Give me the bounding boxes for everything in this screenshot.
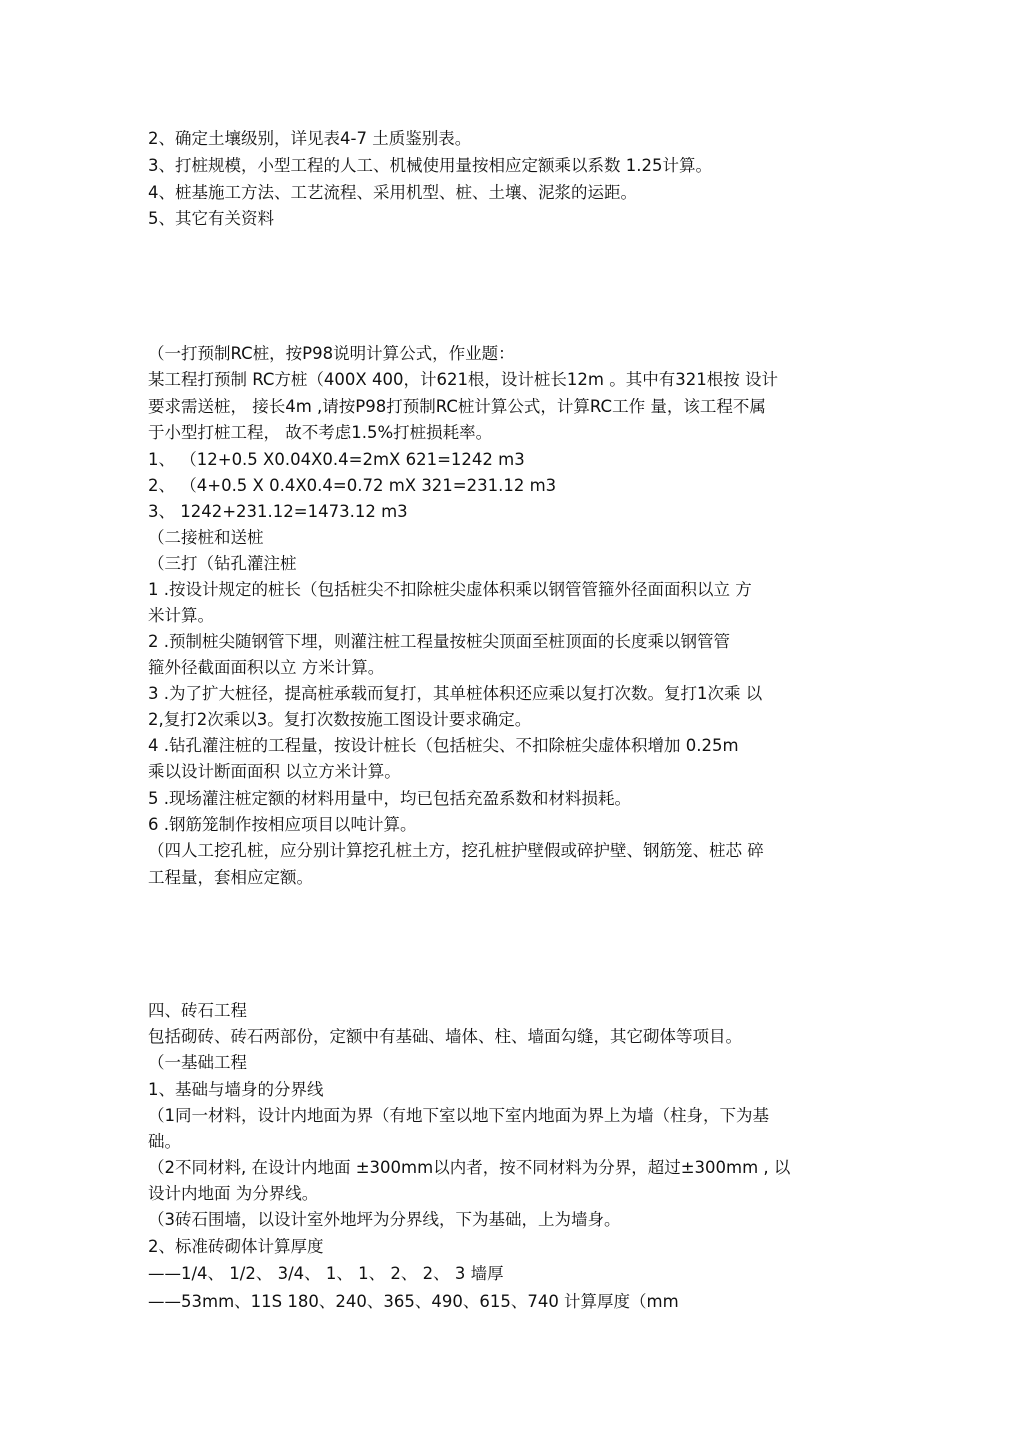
paragraph-line: 础。	[148, 1132, 181, 1151]
calc-line: 3、 1242+231.12=1473.12 m3	[148, 502, 408, 521]
thickness-row: ——53mm、11S 180、240、365、490、615、740 计算厚度（mm	[148, 1292, 679, 1311]
paragraph-line: 包括砌砖、砖石两部份，定额中有基础、墙体、柱、墙面勾缝，其它砌体等项目。	[148, 1027, 742, 1046]
paragraph-line: 某工程打预制 RC方桩（400X 400，计621根，设计桩长12m 。其中有321根按 设计	[148, 370, 778, 389]
rule-line: 乘以设计断面面积 以立方米计算。	[148, 762, 401, 781]
section-title: 四、砖石工程	[148, 1001, 247, 1020]
rule-line: 2,复打2次乘以3。复打次数按施工图设计要求确定。	[148, 710, 532, 729]
rule-line: 5 .现场灌注桩定额的材料用量中，均已包括充盈系数和材料损耗。	[148, 789, 631, 808]
calc-line: 1、 （12+0.5 X0.04X0.4=2mX 621=1242 m3	[148, 450, 525, 469]
paragraph-line: （3砖石围墙，以设计室外地坪为分界线，下为基础，上为墙身。	[148, 1210, 621, 1229]
list-item: 2、确定土壤级别，详见表4-7 土质鉴别表。	[148, 129, 472, 148]
paragraph-line: 工程量，套相应定额。	[148, 868, 313, 887]
list-item: 3、打桩规模，小型工程的人工、机械使用量按相应定额乘以系数 1.25计算。	[148, 156, 712, 175]
rule-line: 米计算。	[148, 606, 214, 625]
subheading: （二接桩和送桩	[148, 528, 264, 547]
list-item: 5、其它有关资料	[148, 209, 274, 228]
rule-line: 3 .为了扩大桩径，提高桩承载而复打，其单桩体积还应乘以复打次数。复打1次乘 以	[148, 684, 763, 703]
rule-line: 4 .钻孔灌注桩的工程量，按设计桩长（包括桩尖、不扣除桩尖虚体积增加 0.25m	[148, 736, 739, 755]
paragraph-line: （1同一材料，设计内地面为界（有地下室以地下室内地面为界上为墙（柱身，下为基	[148, 1106, 769, 1125]
thickness-row: ——1/4、 1/2、 3/4、 1、 1、 2、 2、 3 墙厚	[148, 1264, 504, 1283]
paragraph-line: 要求需送桩， 接长4m ,请按P98打预制RC桩计算公式，计算RC工作 量，该工程不属	[148, 397, 766, 416]
subheading: （三打（钻孔灌注桩	[148, 554, 297, 573]
paragraph-line: 于小型打桩工程， 故不考虑1.5%打桩损耗率。	[148, 423, 493, 442]
subheading: （一基础工程	[148, 1053, 247, 1072]
paragraph-line: （2不同材料, 在设计内地面 ±300mm以内者，按不同材料为分界，超过±300mm , 以	[148, 1158, 791, 1177]
calc-line: 2、 （4+0.5 X 0.4X0.4=0.72 mX 321=231.12 m3	[148, 476, 557, 495]
list-item: 1、基础与墙身的分界线	[148, 1080, 324, 1099]
paragraph-line: （四人工挖孔桩，应分别计算挖孔桩土方，挖孔桩护壁假或碎护壁、钢筋笼、桩芯 碎	[148, 841, 764, 860]
rule-line: 2 .预制桩尖随钢管下埋，则灌注桩工程量按桩尖顶面至桩顶面的长度乘以钢管管	[148, 632, 730, 651]
paragraph-line: 设计内地面 为分界线。	[148, 1184, 319, 1203]
rule-line: 箍外径截面面积以立 方米计算。	[148, 658, 385, 677]
rule-line: 1 .按设计规定的桩长（包括桩尖不扣除桩尖虚体积乘以钢管管箍外径面面积以立 方	[148, 580, 752, 599]
section-heading: （一打预制RC桩，按P98说明计算公式，作业题：	[148, 344, 515, 363]
list-item: 4、桩基施工方法、工艺流程、采用机型、桩、土壤、泥浆的运距。	[148, 183, 637, 202]
rule-line: 6 .钢筋笼制作按相应项目以吨计算。	[148, 815, 417, 834]
list-item: 2、标准砖砌体计算厚度	[148, 1237, 324, 1256]
